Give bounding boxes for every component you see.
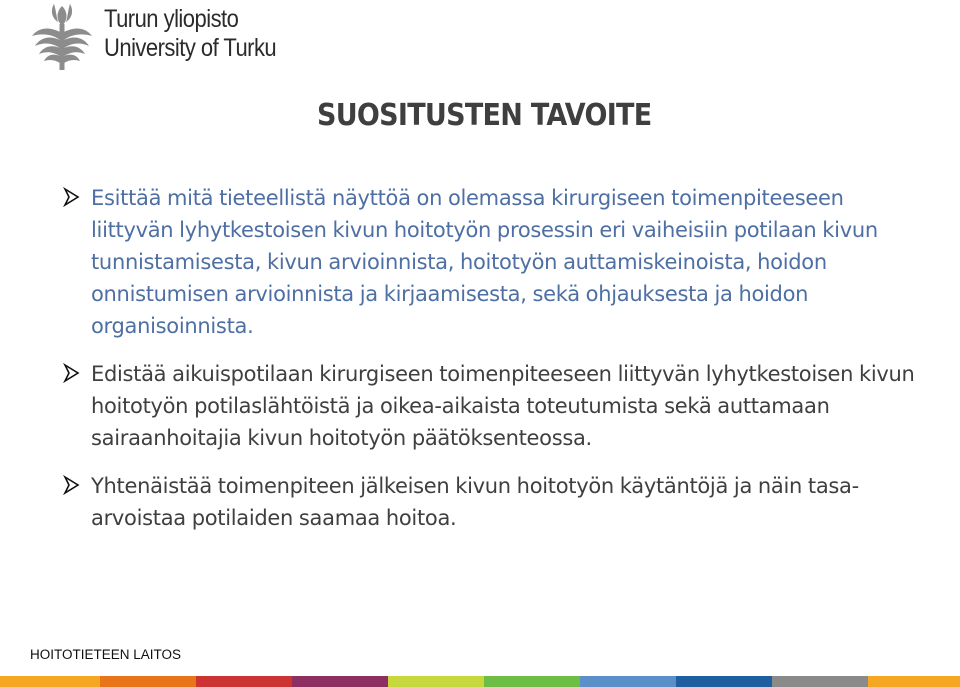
bullet-item [60,470,930,534]
stripe-segment [676,676,772,687]
bullet-item [60,358,930,454]
stripe-segment [292,676,388,687]
stripe-segment [868,676,960,687]
slide-title: SUOSITUSTEN TAVOITE [317,98,652,133]
arrow-bullet-icon [63,475,80,495]
torch-emblem-icon [30,2,94,72]
footer-department-label: HOITOTIETEEN LAITOS [30,647,182,662]
stripe-segment [196,676,292,687]
stripe-segment [580,676,676,687]
bullet-text: Edistää aikuispotilaan kirurgiseen toimenpiteeseen liittyvän lyhytkestoisen kivun hoitotyön potilaslähtöistä ja oikea-aikaista toteutumista sekä auttamaan sairaanhoitajia kivun hoitotyön päätöksenteossa. [91,362,915,450]
stripe-segment [484,676,580,687]
stripe-segment [772,676,868,687]
stripe-segment [0,676,100,687]
logo-text-english: University of Turku [104,34,277,62]
footer-color-stripe [0,676,960,687]
bullet-text: Yhtenäistää toimenpiteen jälkeisen kivun hoitotyön käytäntöjä ja näin tasa-arvoistaa potilaiden saamaa hoitoa. [91,474,859,530]
bullet-text: Esittää mitä tieteellistä näyttöä on olemassa kirurgiseen toimenpiteeseen liittyvän lyhytkestoisen kivun hoitotyön prosessin eri vaiheisiin potilaan kivun tunnistamisesta, kivun arvioinnista, hoitotyön auttamiskeinoista, hoidon onnistumisen arvioinnista ja kirjaamisesta, sekä ohjauksesta ja hoidon organisoinnista. [91,186,878,338]
bullet-item [60,182,930,342]
university-logo [30,2,290,72]
stripe-segment [100,676,196,687]
bullet-list [60,182,930,550]
arrow-bullet-icon [63,363,80,383]
stripe-segment [388,676,484,687]
arrow-bullet-icon [63,187,80,207]
logo-text-finnish: Turun yliopisto [104,5,239,33]
